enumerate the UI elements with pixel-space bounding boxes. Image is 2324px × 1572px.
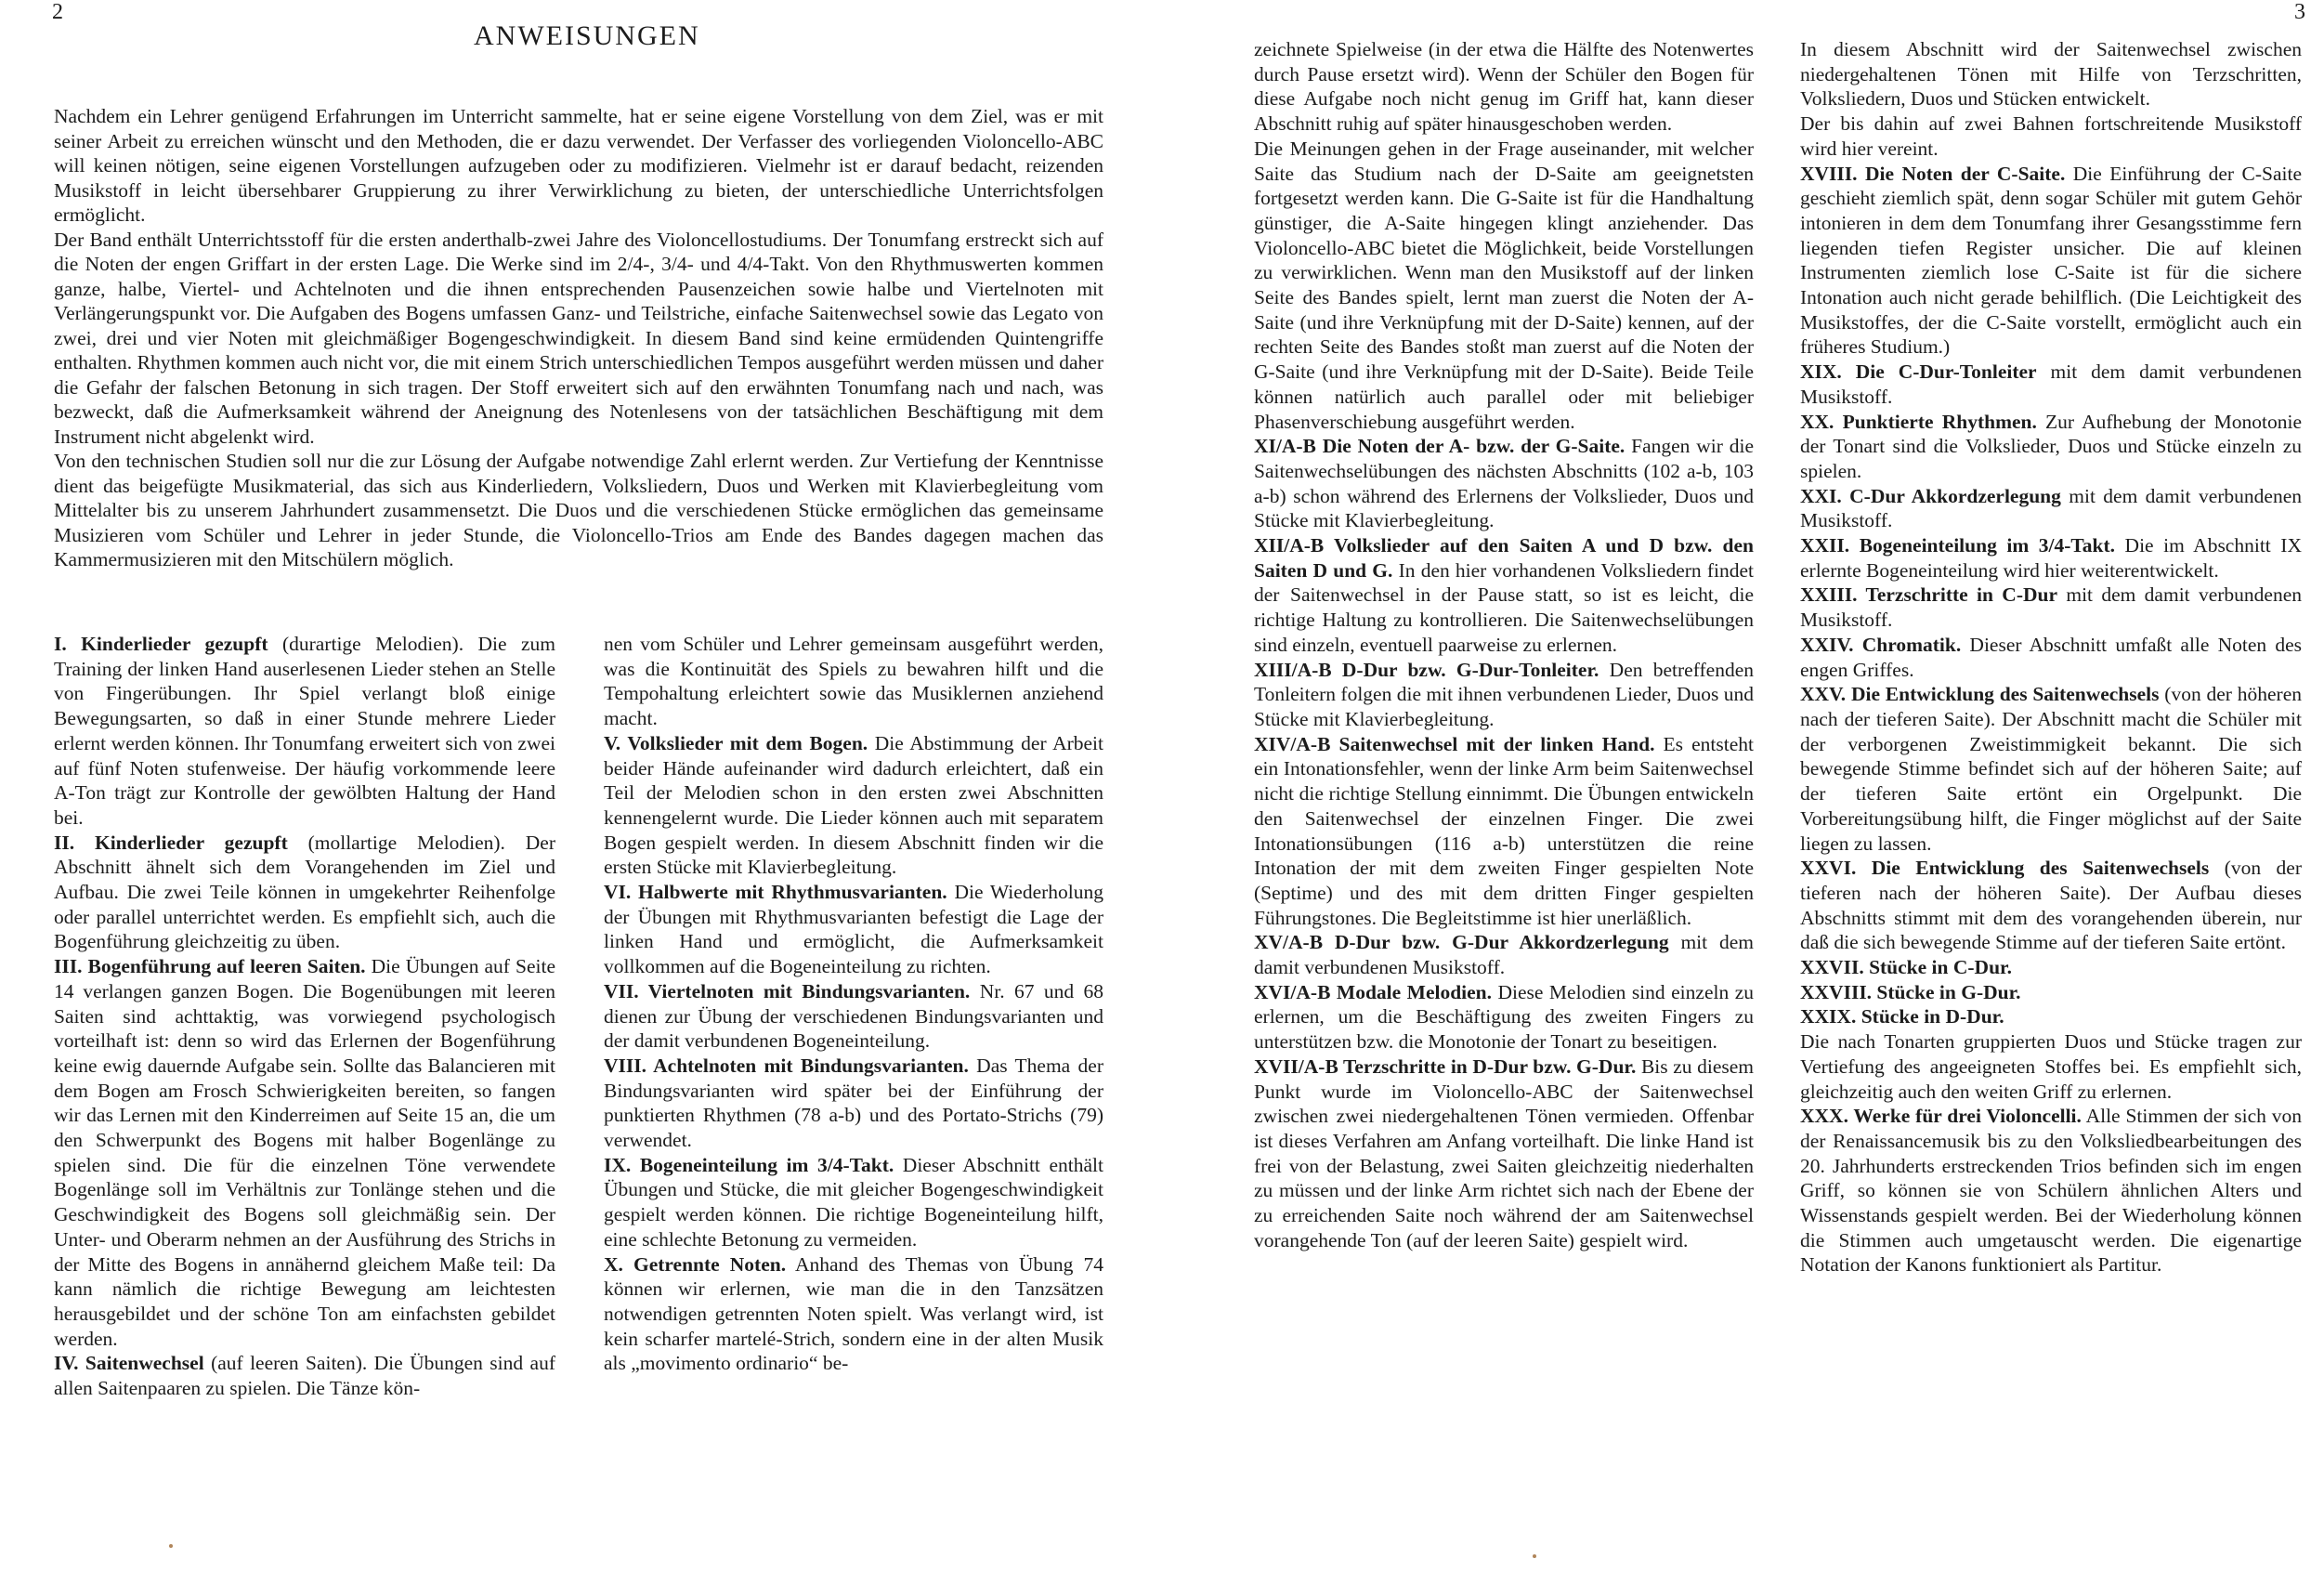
section-text: Die Meinungen gehen in der Frage auseinander, mit welcher Saite das Studium nach der D-Saite am geeignetsten fortgesetzt werden kann. Die G-Saite ist für die Handhaltung günstiger, die A-Saite hingegen klingt anziehender. Das Violoncello-ABC bietet die Möglichkeit, beide Vorstellungen zu verwirklichen. Wenn man den Musikstoff auf der linken Seite des Bandes spielt, lernt man zuerst die Noten der A-Saite (und ihre Verknüpfung mit der D-Saite) kennen, auf der rechten Seite des Bandes stoßt man zuerst auf die Noten der G-Saite (und ihre Verknüpfung mit der D-Saite). Beide Teile können natürlich auch parallel oder mit beliebiger Phasenverschiebung ausgeführt werden. <box>1254 137 1754 433</box>
section-heading: XI/A-B Die Noten der A- bzw. der G-Saite. <box>1254 435 1625 458</box>
section-paragraph <box>1800 1004 2302 1029</box>
section-heading: XXVI. Die Entwicklung des Saitenwechsels <box>1800 857 2210 880</box>
section-text: nen vom Schüler und Lehrer gemeinsam ausgeführt werden, was die Kontinuität des Spiels zu bewahren hilft und die Tempohaltung erleichtert sowie das Musiklernen anziehend macht. <box>604 633 1103 730</box>
section-heading: XXIX. Stücke in D-Dur. <box>1800 1005 2004 1028</box>
section-text: Den betreffenden Tonleitern folgen die mit ihnen verbundenen Lieder, Duos und Stücke mit Klavierbegleitung. <box>1254 658 1754 730</box>
intro-paragraph: Von den technischen Studien soll nur die zur Lösung der Aufgabe notwendige Zahl erlernt werden. Zur Vertiefung der Kenntnisse dient das beigefügte Musikmaterial, das sich aus Kinderliedern, Volksliedern, Duos und Werken mit Klavierbegleitung vom Mittelalter bis zu unserem Jahrhundert zusammensetzt. Die Duos und die verschiedenen Stücke ermöglichen das gemeinsame Musizieren vom Schüler und Lehrer in jeder Stunde, die Violoncello-Trios am Ende des Bandes dagegen machen das Kammermusizieren mit den Mitschülern möglich. <box>54 450 1103 570</box>
section-paragraph <box>1254 980 1754 1055</box>
section-paragraph <box>1800 111 2302 161</box>
section-paragraph <box>1254 658 1754 732</box>
section-paragraph <box>1800 533 2302 583</box>
section-text: mit dem damit verbundenen Musikstoff. <box>1800 360 2302 408</box>
section-heading: VIII. Achtelnoten mit Bindungsvarianten. <box>604 1054 969 1077</box>
paper-speck <box>169 1544 173 1548</box>
section-paragraph <box>1254 732 1754 931</box>
section-text: Der bis dahin auf zwei Bahnen fortschreitende Musikstoff wird hier vereint. <box>1800 112 2302 160</box>
section-paragraph <box>1800 1104 2302 1277</box>
section-heading: XXV. Die Entwicklung des Saitenwechsels <box>1800 683 2160 706</box>
section-heading: III. Bogenführung auf leeren Saiten. <box>54 955 366 978</box>
section-text: (von der tieferen nach der höheren Saite). Der Aufbau dieses Abschnitts stimmt mit dem des vorangehenden überein, nur daß die sich bewegende Stimme auf der tieferen Saite ertönt. <box>1800 857 2302 954</box>
section-heading: XII/A-B Volkslieder auf den Saiten A und D bzw. den Saiten D und G. <box>1254 534 1754 582</box>
section-heading: XXIV. Chromatik. <box>1800 633 1962 656</box>
section-paragraph <box>54 1351 555 1400</box>
section-paragraph <box>1254 37 1754 137</box>
section-paragraph <box>1800 682 2302 856</box>
section-text: Dieser Abschnitt enthält Übungen und Stücke, die mit gleicher Bogengeschwindigkeit gespielt werden können. Die richtige Bogeneinteilung hilft, eine schlechte Betonung zu vermeiden. <box>604 1153 1103 1251</box>
section-paragraph <box>1800 37 2302 111</box>
section-heading: XXVII. Stücke in C-Dur. <box>1800 956 2012 979</box>
section-paragraph <box>1800 633 2302 682</box>
page-number-left: 2 <box>52 0 63 24</box>
section-paragraph <box>1800 410 2302 484</box>
section-paragraph <box>604 880 1103 979</box>
section-paragraph <box>604 1153 1103 1252</box>
section-heading: I. Kinderlieder gezupft <box>54 633 268 655</box>
section-text: mit dem damit verbundenen Musikstoff. <box>1800 583 2303 632</box>
section-text: (durartige Melodien). Die zum Training der linken Hand auserlesenen Lieder stehen an Stelle von Fingerübungen. Ihr Spiel verlangt bloß einige Bewegungsarten, so daß in einer Stunde mehrere Lieder erlernt werden können. Ihr Tonumfang erweitert sich von zwei auf fünf Noten stufenweise. Der häufig vorkommende leere A-Ton trägt zur Kontrolle der gewölbten Haltung der Hand bei. <box>54 633 555 829</box>
section-heading: XXII. Bogeneinteilung im 3/4-Takt. <box>1800 534 2116 557</box>
section-text: In den hier vorhandenen Volksliedern findet der Saitenwechsel in der Pause statt, so ist es leicht, die richtige Haltung zu kontrollieren. Die Saitenwechselübungen sind einzeln, eventuell paarweise zu erlernen. <box>1254 558 1754 656</box>
section-text: Die Einführung der C-Saite geschieht ziemlich spät, denn sogar Schüler mit gutem Gehör intonieren in dem dem Tonumfang ihrer Gesangsstimme fern liegenden tiefen Register unsicher. Die auf kleinen Instrumenten ziemlich lose C-Saite ist für die sichere Intonation auch nicht gerade behilflich. (Die Leichtigkeit des Musikstoffes, der die C-Saite vorstellt, ermöglicht auch ein früheres Studium.) <box>1800 162 2302 359</box>
intro-paragraph: Nachdem ein Lehrer genügend Erfahrungen im Unterricht sammelte, hat er seine eigene Vorstellung von dem Ziel, was er mit seiner Arbeit zu erreichen wünscht und den Methoden, die er dazu verwendet. Der Verfasser des vorliegenden Violoncello-ABC will keinen nötigen, seine eigenen Vorstellungen aufzugeben oder zu modifizieren. Vielmehr ist er darauf bedacht, reizenden Musikstoff in leicht übersehbarer Gruppierung zu ihrer Verwirklichung zu bieten, der unterschiedliche Unterrichtsfolgen ermöglicht. <box>54 105 1103 226</box>
section-heading: XXIII. Terzschritte in C-Dur <box>1800 583 2058 607</box>
section-text: Anhand des Themas von Übung 74 können wir erlernen, wie man die in den Tanzsätzen notwendigen getrennten Noten spielt. Was verlangt wird, ist kein scharfer martelé-Strich, sondern eine in der alten Musik als „movimento ordinario“ be- <box>604 1252 1103 1375</box>
section-paragraph <box>54 954 555 1351</box>
column-2 <box>604 632 1103 1376</box>
section-text: (von der höheren nach der tieferen Saite). Der Abschnitt macht die Schüler mit der verborgenen Zweistimmigkeit bekannt. Die sich bewegende Stimme befindet sich auf der höheren Saite; auf der tieferen Saite ertönt ein Orgelpunkt. Die Vorbereitungsübung hilft, die Finger möglichst auf der Saite liegen zu lassen. <box>1800 683 2302 855</box>
section-paragraph <box>1800 162 2302 360</box>
section-heading: VI. Halbwerte mit Rhythmusvarianten. <box>604 881 947 904</box>
section-heading: XVIII. Die Noten der C-Saite. <box>1800 162 2066 185</box>
section-heading: II. Kinderlieder gezupft <box>54 831 288 854</box>
section-paragraph <box>1800 484 2302 533</box>
section-paragraph <box>1254 533 1754 658</box>
column-1 <box>54 632 555 1401</box>
section-text: In diesem Abschnitt wird der Saitenwechsel zwischen niedergehaltenen Tönen mit Hilfe von Terzschritten, Volksliedern, Duos und Stücken entwickelt. <box>1800 38 2302 111</box>
section-heading: IV. Saitenwechsel <box>54 1352 204 1375</box>
page-number-right: 3 <box>2294 0 2305 24</box>
section-text: Das Thema der Bindungsvarianten wird später bei der Einführung der punktierten Rhythmen (78 a-b) und des Portato-Strichs (79) verwendet. <box>604 1054 1103 1152</box>
page-title: ANWEISUNGEN <box>474 20 700 51</box>
section-paragraph <box>604 979 1103 1054</box>
section-paragraph <box>1800 1029 2302 1104</box>
section-heading: XXI. C-Dur Akkordzerlegung <box>1800 484 2061 507</box>
section-paragraph <box>1800 360 2302 409</box>
section-text: Alle Stimmen der sich von der Renaissancemusik bis zu den Volksliedbearbeitungen des 20. Jahrhunderts erstreckenden Trios befinden sich im engen Griff, so können sie von Schülern ähnlichen Alters und Wissenstands gespielt werden. Bei der Wiederholung können die Stimmen auch umgetauscht werden. Die eigenartige Notation der Kanons funktioniert als Partitur. <box>1800 1105 2302 1277</box>
section-text: Die nach Tonarten gruppierten Duos und Stücke tragen zur Vertiefung des angeeigneten Stoffes bei. Es empfiehlt sich, gleichzeitig auch den weiten Griff zu erlernen. <box>1800 1030 2302 1103</box>
column-3 <box>1254 37 1754 1252</box>
section-text: zeichnete Spielweise (in der etwa die Hälfte des Notenwertes durch Pause ersetzt wird). Wenn der Schüler den Bogen für diese Aufgabe noch nicht genug im Griff hat, kann dieser Abschnitt ruhig auf später hinausgeschoben werden. <box>1254 38 1754 136</box>
section-paragraph <box>1800 955 2302 980</box>
section-paragraph <box>54 831 555 955</box>
section-paragraph <box>604 632 1103 731</box>
section-text: Bis zu diesem Punkt wurde im Violoncello-ABC der Saitenwechsel zwischen zwei niedergehaltenen Tönen vermieden. Offenbar ist dieses Verfahren am Anfang vorteilhaft. Die linke Hand ist frei von der Belastung, zwei Saiten gleichzeitig niederhalten zu müssen und der linke Arm richtet sich nach der Ebene der zu erreichenden Saite noch während der am Saitenwechsel vorangehende Ton (auf der leeren Saite) gespielt wird. <box>1254 1055 1755 1251</box>
section-text: Dieser Abschnitt umfaßt alle Noten des engen Griffes. <box>1800 633 2302 681</box>
section-heading: XXVIII. Stücke in G-Dur. <box>1800 980 2021 1003</box>
paper-speck <box>1533 1554 1536 1558</box>
section-paragraph <box>1254 137 1754 434</box>
section-heading: VII. Viertelnoten mit Bindungsvarianten. <box>604 979 971 1002</box>
section-text: Fangen wir die Saitenwechselübungen des nächsten Abschnitts (102 a-b, 103 a-b) schon während des Erlernens der Volkslieder, Duos und Stücke mit Klavierbegleitung. <box>1254 435 1755 532</box>
section-text: Es entsteht ein Intonationsfehler, wenn der linke Arm beim Saitenwechsel nicht die richtige Stellung einnimmt. Die Übungen entwickeln den Saitenwechsel der einzelnen Finger. Die zwei Intonationsübungen (116 a-b) unterstützen die reine Intonation der mit dem zweiten Finger gespielten Note (Septime) und des mit dem dritten Finger gespielten Führungstones. Die Begleitstimme ist hier unerläßlich. <box>1254 732 1754 929</box>
section-heading: XX. Punktierte Rhythmen. <box>1800 410 2037 433</box>
section-text: Nr. 67 und 68 dienen zur Übung der verschiedenen Bindungsvarianten und der damit verbundenen Bogeneinteilung. <box>604 979 1103 1053</box>
section-heading: V. Volkslieder mit dem Bogen. <box>604 731 868 754</box>
section-paragraph <box>604 731 1103 880</box>
section-paragraph <box>604 1054 1103 1153</box>
section-heading: XXX. Werke für drei Violoncelli. <box>1800 1105 2082 1128</box>
section-text: Die im Abschnitt IX erlernte Bogeneinteilung wird hier weiterentwickelt. <box>1800 534 2302 582</box>
section-text: Die Abstimmung der Arbeit beider Hände aufeinander wird dadurch erleichtert, daß ein Teil der Melodien schon in den ersten zwei Abschnitten kennengelernt wurde. Die Lieder können auch mit separatem Bogen gespielt werden. In diesem Abschnitt finden wir die ersten Stücke mit Klavierbegleitung. <box>604 731 1103 879</box>
section-paragraph <box>604 1252 1103 1377</box>
section-heading: XIV/A-B Saitenwechsel mit der linken Hand. <box>1254 732 1655 755</box>
section-text: Zur Aufhebung der Monotonie der Tonart sind die Volkslieder, Duos und Stücke einzeln zu spielen. <box>1800 410 2302 482</box>
section-text: Die Wiederholung der Übungen mit Rhythmusvarianten befestigt die Lage der linken Hand und ermöglicht, die Aufmerksamkeit vollkommen auf die Bogeneinteilung zu richten. <box>604 881 1104 978</box>
section-heading: IX. Bogeneinteilung im 3/4-Takt. <box>604 1153 894 1176</box>
section-paragraph <box>1800 583 2302 632</box>
section-heading: XVII/A-B Terzschritte in D-Dur bzw. G-Dur. <box>1254 1055 1637 1078</box>
section-text: mit dem damit verbundenen Musikstoff. <box>1800 484 2303 532</box>
section-text: (auf leeren Saiten). Die Übungen sind auf allen Saitenpaaren zu spielen. Die Tänze kön- <box>54 1352 555 1400</box>
intro-paragraph: Der Band enthält Unterrichtsstoff für die ersten anderthalb-zwei Jahre des Violoncellostudiums. Der Tonumfang erstreckt sich auf die Noten der engen Griffart in der ersten Lage. Die Werke sind im 2/4-, 3/4- und 4/4-Takt. Von den Rhythmuswerten kommen ganze, halbe, Viertel- und Achtelnoten und die ihnen entsprechenden Pausenzeichen sowie halbe und Viertelnoten mit Verlängerungspunkt vor. Die Aufgaben des Bogens umfassen Ganz- und Teilstriche, einfache Saitenwechsel sowie das Legato von zwei, drei und vier Noten mit gleichmäßiger Bogengeschwindigkeit. In diesem Band sind keine ermüdenden Quintengriffe enthalten. Rhythmen kommen auch nicht vor, die mit einem Strich unterschiedlichen Tempos ausgeführt werden müssen und daher die Gefahr der falschen Betonung in sich tragen. Der Stoff erweitert sich auf den erwähnten Tonumfang nach und nach, was bezweckt, daß die Aufmerksamkeit während der Aneignung des Notenlesens von der tatsächlichen Beschäftigung mit dem Instrument nicht abgelenkt wird. <box>54 228 1103 448</box>
section-paragraph <box>1254 434 1754 533</box>
section-paragraph <box>1800 980 2302 1005</box>
section-text: (mollartige Melodien). Der Abschnitt ähnelt sich dem Vorangehenden im Ziel und Aufbau. Die zwei Teile können in umgekehrter Reihenfolge oder parallel unterrichtet werden. Es empfiehlt sich, auch die Bogenführung gleichzeitig zu üben. <box>54 831 555 953</box>
section-paragraph <box>54 632 555 831</box>
section-text: mit dem damit verbundenen Musikstoff. <box>1254 931 1755 979</box>
section-heading: XIII/A-B D-Dur bzw. G-Dur-Tonleiter. <box>1254 658 1599 681</box>
section-heading: XV/A-B D-Dur bzw. G-Dur Akkordzerlegung <box>1254 931 1669 954</box>
intro-text <box>54 104 1103 572</box>
section-heading: X. Getrennte Noten. <box>604 1252 787 1276</box>
section-paragraph <box>1254 1055 1754 1253</box>
section-heading: XIX. Die C-Dur-Tonleiter <box>1800 360 2037 384</box>
section-text: Die Übungen auf Seite 14 verlangen ganzen Bogen. Die Bogenübungen mit leeren Saiten sind achttaktig, was vorwiegend psychologisch vorteilhaft ist: denn so wird das Erlernen der Bogenführung keine ewig dauernde Aufgabe sein. Sollte das Balancieren mit dem Bogen am Frosch Schwierigkeiten bereiten, so fangen wir das Lernen mit den Kinderreimen auf Seite 15 an, die um den Schwerpunkt des Bogens mit halber Bogenlänge zu spielen sind. Die für die einzelnen Töne verwendete Bogenlänge soll im Verhältnis zur Tonlänge stehen und die Geschwindigkeit des Bogens soll gleichmäßig sein. Der Unter- und Oberarm nehmen an der Ausführung des Strichs in der Mitte des Bogens in annähernd gleichem Maße teil: Da kann nämlich die richtige Bewegung am leichtesten herausgebildet und der schöne Ton am einfachsten gebildet werden. <box>54 955 555 1350</box>
section-paragraph <box>1800 856 2302 955</box>
column-4 <box>1800 37 2302 1277</box>
section-text: Diese Melodien sind einzeln zu erlernen, um die Beschäftigung des zweiten Fingers zu unterstützen bzw. die Monotonie der Tonart zu beseitigen. <box>1254 980 1754 1054</box>
section-paragraph <box>1254 930 1754 979</box>
section-heading: XVI/A-B Modale Melodien. <box>1254 980 1493 1003</box>
